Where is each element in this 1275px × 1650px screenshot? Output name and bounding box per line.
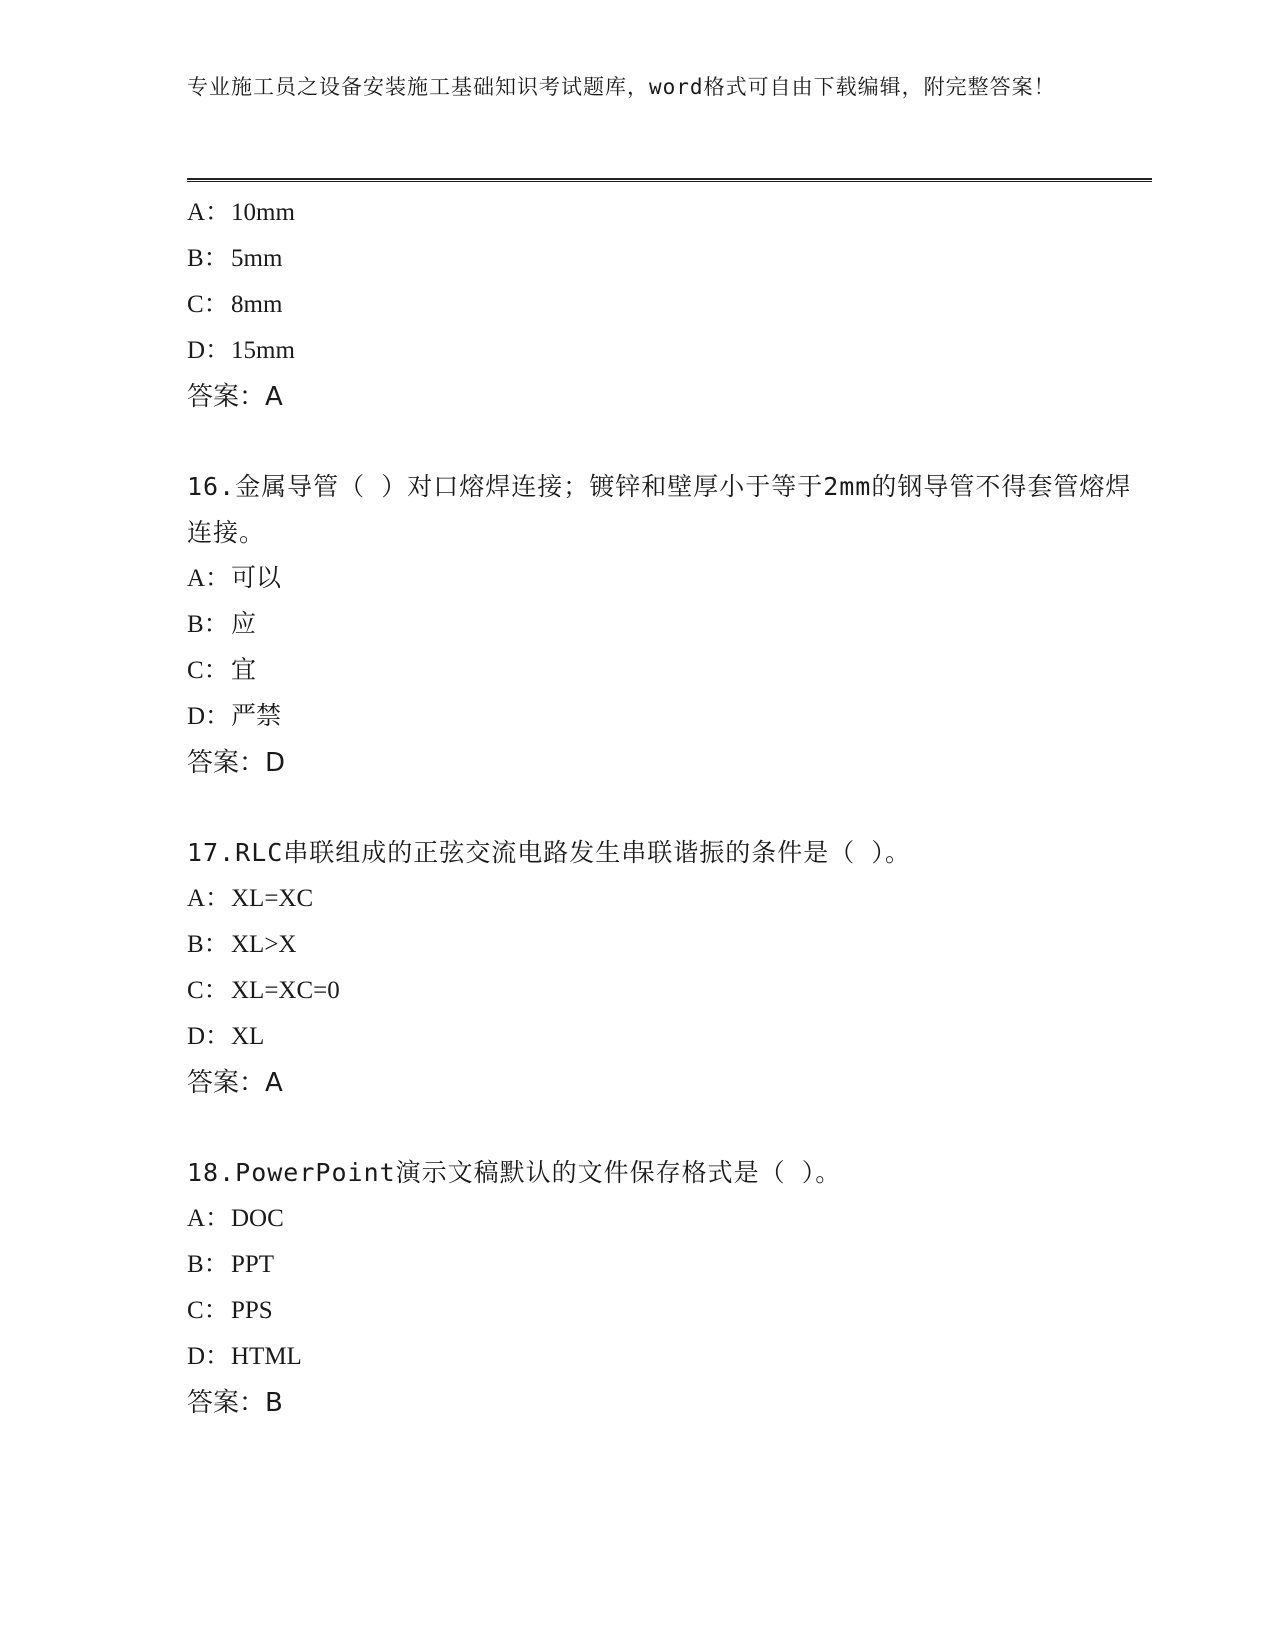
option-d: D：HTML — [187, 1343, 302, 1370]
option-a: A：XL=XC — [187, 885, 314, 912]
question-16 — [187, 464, 1147, 786]
answer-line: 答案：A — [187, 1068, 283, 1098]
answer-line: 答案：B — [187, 1388, 283, 1418]
option-b: B：应 — [187, 611, 257, 638]
page-header: 专业施工员之设备安装施工基础知识考试题库，word格式可自由下载编辑，附完整答案！ — [187, 75, 1056, 99]
option-b: B：PPT — [187, 1251, 275, 1278]
question-text: 18.PowerPoint演示文稿默认的文件保存格式是（ ）。 — [187, 1158, 842, 1187]
option-b: B：XL>X — [187, 931, 297, 958]
question-text: 16.金属导管（ ）对口熔焊连接；镀锌和壁厚小于等于2mm的钢导管不得套管熔焊连接。 — [187, 472, 1132, 547]
question-18 — [187, 1150, 1147, 1426]
option-c: C：PPS — [187, 1297, 273, 1324]
answer-line: 答案：A — [187, 382, 283, 412]
option-a: A：可以 — [187, 565, 282, 592]
option-c: C：8mm — [187, 291, 283, 318]
question-15 — [187, 190, 1147, 420]
option-a: A：DOC — [187, 1205, 284, 1232]
option-d: D：严禁 — [187, 703, 282, 730]
option-c: C：XL=XC=0 — [187, 977, 340, 1004]
question-text: 17.RLC串联组成的正弦交流电路发生串联谐振的条件是（ ）。 — [187, 838, 911, 867]
question-17 — [187, 830, 1147, 1106]
question-list — [187, 190, 1147, 1426]
header-divider — [187, 178, 1152, 182]
answer-line: 答案：D — [187, 748, 286, 778]
option-d: D：XL — [187, 1023, 265, 1050]
option-d: D：15mm — [187, 337, 295, 364]
option-c: C：宜 — [187, 657, 257, 684]
option-a: A：10mm — [187, 199, 295, 226]
option-b: B：5mm — [187, 245, 283, 272]
